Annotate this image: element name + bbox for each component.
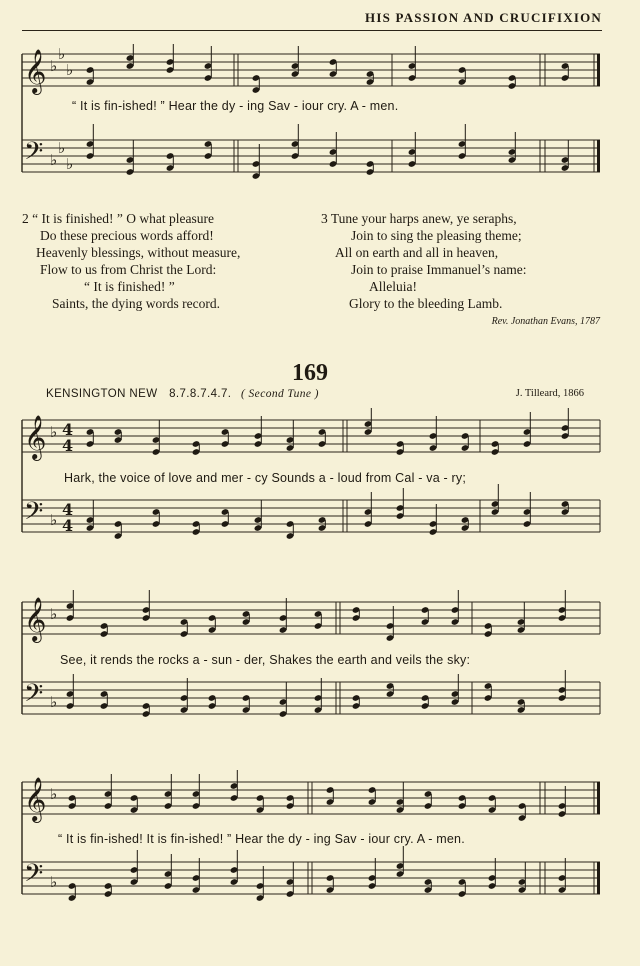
verse-2-line-4: Flow to us from Christ the Lord: bbox=[40, 262, 217, 277]
verse-3-line-5: Alleluia! bbox=[369, 279, 417, 294]
treble-clef: 𝄞 bbox=[24, 415, 47, 459]
flat-sign: ♭ bbox=[50, 693, 58, 711]
lyrics-system-1: Hark, the voice of love and mer - cy Sounds a - loud from Cal - va - ry; bbox=[64, 471, 467, 485]
bass-clef: 𝄢 bbox=[24, 497, 44, 532]
tune-name: KENSINGTON NEW bbox=[46, 388, 158, 400]
verse-2-line-2: Do these precious words afford! bbox=[40, 228, 214, 243]
flat-sign: ♭ bbox=[58, 139, 66, 157]
flat-sign: ♭ bbox=[50, 605, 58, 623]
time-signature-bottom: 4 bbox=[62, 516, 74, 535]
text-attribution: Rev. Jonathan Evans, 1787 bbox=[491, 316, 600, 327]
bass-clef: 𝄢 bbox=[24, 137, 44, 172]
verse-2-line-1: 2 “ It is finished! ” O what pleasure bbox=[22, 211, 214, 226]
verse-3 bbox=[321, 210, 611, 312]
music-system-top bbox=[0, 44, 640, 184]
tune-note: ( Second Tune ) bbox=[241, 388, 319, 400]
time-signature-top: 4 bbox=[62, 420, 74, 439]
treble-clef: 𝄞 bbox=[24, 597, 47, 641]
staff bbox=[22, 484, 600, 540]
header-rule bbox=[22, 30, 602, 31]
verse-3-line-4: Join to praise Immanuel’s name: bbox=[351, 262, 527, 277]
final-barline bbox=[597, 862, 600, 894]
bass-clef: 𝄢 bbox=[24, 859, 44, 894]
page-header-title: HIS PASSION AND CRUCIFIXION bbox=[365, 10, 602, 25]
final-barline bbox=[597, 140, 600, 172]
flat-sign: ♭ bbox=[58, 45, 66, 63]
hymn-number: 169 bbox=[292, 360, 328, 386]
staff bbox=[22, 846, 600, 902]
verse-2-line-6: Saints, the dying words record. bbox=[52, 296, 220, 311]
verse-2-line-5: “ It is finished! ” bbox=[84, 279, 175, 294]
flat-sign: ♭ bbox=[66, 155, 74, 173]
flat-sign: ♭ bbox=[50, 873, 58, 891]
treble-clef: 𝄞 bbox=[24, 49, 47, 93]
staff bbox=[22, 408, 600, 461]
verse-3-line-1: 3 Tune your harps anew, ye seraphs, bbox=[321, 211, 517, 226]
staff bbox=[22, 44, 600, 95]
bass-clef: 𝄢 bbox=[24, 679, 44, 714]
time-signature-top: 4 bbox=[62, 500, 74, 519]
flat-sign: ♭ bbox=[50, 511, 58, 529]
flat-sign: ♭ bbox=[50, 785, 58, 803]
lyrics-system-2: See, it rends the rocks a - sun - der, Shakes the earth and veils the sky: bbox=[60, 653, 471, 667]
verse-3-line-3: All on earth and all in heaven, bbox=[335, 245, 499, 260]
lyrics-top-system: “ It is fin-ished! ” Hear the dy - ing Sav - iour cry. A - men. bbox=[72, 99, 399, 113]
tune-meter: 8.7.8.7.4.7. bbox=[169, 388, 232, 400]
tune-info bbox=[46, 388, 319, 400]
treble-clef: 𝄞 bbox=[24, 777, 47, 821]
staff bbox=[22, 770, 600, 823]
final-barline bbox=[597, 782, 600, 814]
staff bbox=[22, 124, 600, 180]
composer-credit: J. Tilleard, 1866 bbox=[515, 388, 584, 399]
verse-3-line-2: Join to sing the pleasing theme; bbox=[351, 228, 522, 243]
staff bbox=[22, 670, 600, 718]
final-barline bbox=[597, 54, 600, 86]
flat-sign: ♭ bbox=[66, 61, 74, 79]
lyrics-system-3: “ It is fin-ished! It is fin-ished! ” Hear the dy - ing Sav - iour cry. A - men. bbox=[58, 832, 465, 846]
flat-sign: ♭ bbox=[50, 151, 58, 169]
flat-sign: ♭ bbox=[50, 57, 58, 75]
verse-2 bbox=[22, 210, 312, 312]
verse-2-line-3: Heavenly blessings, without measure, bbox=[36, 245, 241, 260]
flat-sign: ♭ bbox=[50, 423, 58, 441]
time-signature-bottom: 4 bbox=[62, 436, 74, 455]
staff bbox=[22, 590, 600, 643]
verse-3-line-6: Glory to the bleeding Lamb. bbox=[349, 296, 503, 311]
